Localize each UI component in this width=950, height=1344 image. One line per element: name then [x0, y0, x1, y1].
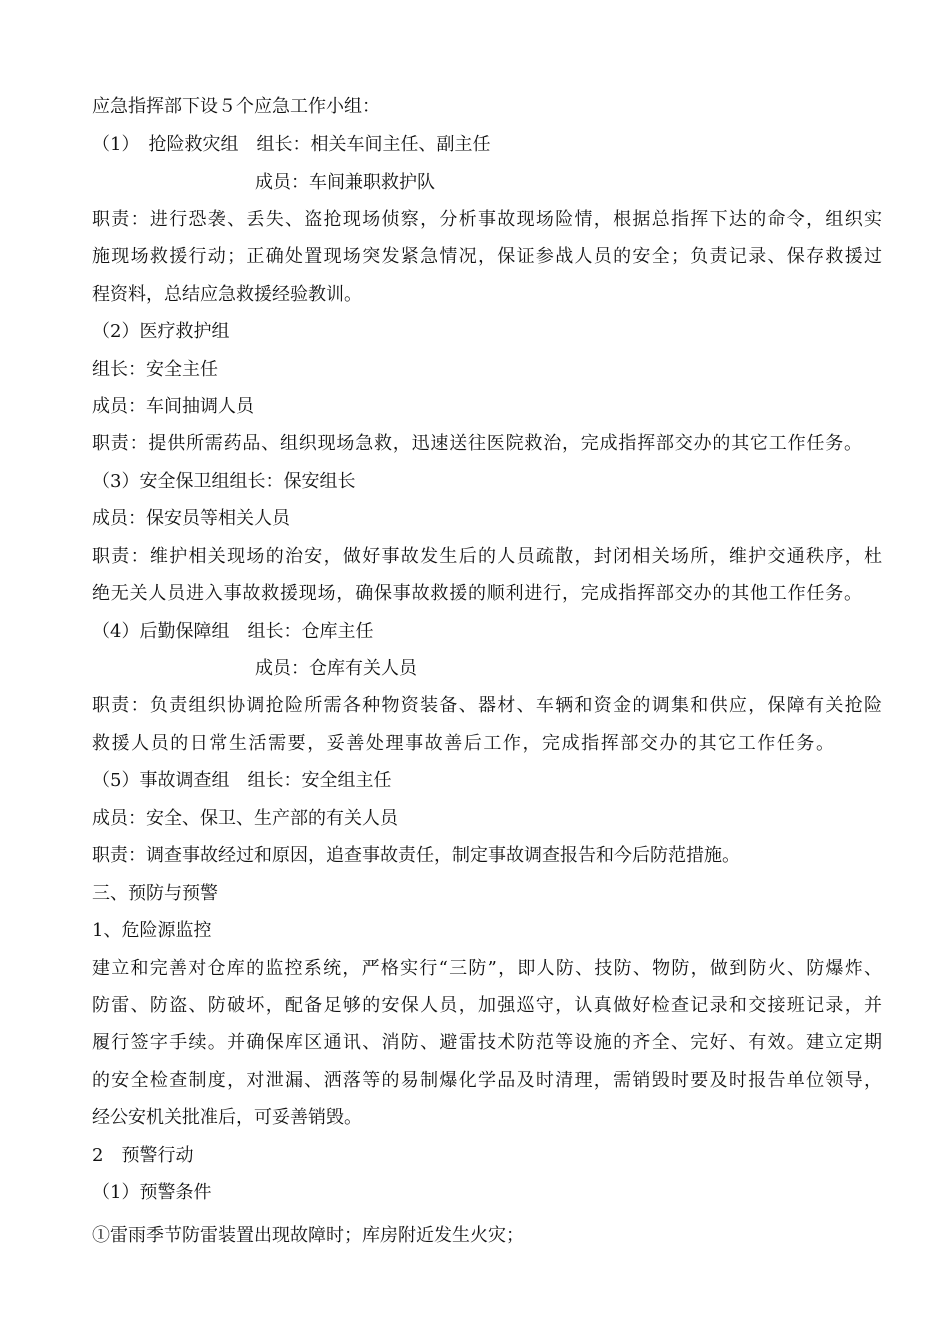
group-1-duties-line-3: 程资料，总结应急救援经验教训。 — [92, 284, 362, 305]
monitoring-para-line-4: 的安全检查制度，对泄漏、洒落等的易制爆化学品及时清理，需销毁时要及时报告单位领导， — [92, 1070, 882, 1091]
group-2-heading: （2）医疗救护组 — [92, 321, 230, 342]
subsection-1-heading: 1、危险源监控 — [92, 920, 212, 941]
group-1-duties-line-2: 施现场救援行动；正确处置现场突发紧急情况，保证参战人员的安全；负责记录、保存救援过 — [92, 246, 882, 267]
group-2-leader: 组长：安全主任 — [92, 359, 218, 380]
group-5-duties: 职责：调查事故经过和原因，追查事故责任，制定事故调查报告和今后防范措施。 — [92, 845, 740, 866]
warning-conditions-heading: （1）预警条件 — [92, 1182, 212, 1203]
group-3-heading: （3）安全保卫组组长：保安组长 — [92, 471, 356, 492]
group-4-duties-line-2: 救援人员的日常生活需要，妥善处理事故善后工作，完成指挥部交办的其它工作任务。 — [92, 733, 834, 754]
group-4-duties-line-1: 职责：负责组织协调抢险所需各种物资装备、器材、车辆和资金的调集和供应，保障有关抢险 — [92, 695, 882, 716]
subsection-2-heading: 2 预警行动 — [92, 1145, 194, 1166]
group-3-duties-line-1: 职责：维护相关现场的治安，做好事故发生后的人员疏散，封闭相关场所，维护交通秩序，杜 — [92, 546, 882, 567]
monitoring-para-line-5: 经公安机关批准后，可妥善销毁。 — [92, 1107, 362, 1128]
monitoring-para-line-1: 建立和完善对仓库的监控系统，严格实行“三防”，即人防、技防、物防，做到防火、防爆炸、 — [92, 958, 882, 979]
monitoring-para-line-3: 履行签字手续。并确保库区通讯、消防、避雷技术防范等设施的齐全、完好、有效。建立定期 — [92, 1032, 882, 1053]
group-4-members: 成员：仓库有关人员 — [255, 658, 417, 679]
intro-line: 应急指挥部下设５个应急工作小组： — [92, 96, 380, 117]
group-1-heading: （1） 抢险救灾组 组长：相关车间主任、副主任 — [92, 134, 491, 155]
group-5-heading: （5）事故调查组 组长：安全组主任 — [92, 770, 392, 791]
group-5-members: 成员：安全、保卫、生产部的有关人员 — [92, 808, 398, 829]
warning-condition-1: ①雷雨季节防雷装置出现故障时；库房附近发生火灾； — [92, 1225, 524, 1246]
group-3-duties-line-2: 绝无关人员进入事故救援现场，确保事故救援的顺利进行，完成指挥部交办的其他工作任务。 — [92, 583, 862, 604]
monitoring-para-line-2: 防雷、防盗、防破坏，配备足够的安保人员，加强巡守，认真做好检查记录和交接班记录，并 — [92, 995, 882, 1016]
group-3-members: 成员：保安员等相关人员 — [92, 508, 290, 529]
section-3-heading: 三、预防与预警 — [92, 883, 218, 904]
group-1-duties-line-1: 职责：进行恐袭、丢失、盗抢现场侦察，分析事故现场险情，根据总指挥下达的命令，组织实 — [92, 209, 882, 230]
group-2-duties: 职责：提供所需药品、组织现场急救，迅速送往医院救治，完成指挥部交办的其它工作任务。 — [92, 433, 862, 454]
group-2-members: 成员：车间抽调人员 — [92, 396, 254, 417]
group-1-members: 成员：车间兼职救护队 — [255, 172, 435, 193]
group-4-heading: （4）后勤保障组 组长：仓库主任 — [92, 621, 374, 642]
